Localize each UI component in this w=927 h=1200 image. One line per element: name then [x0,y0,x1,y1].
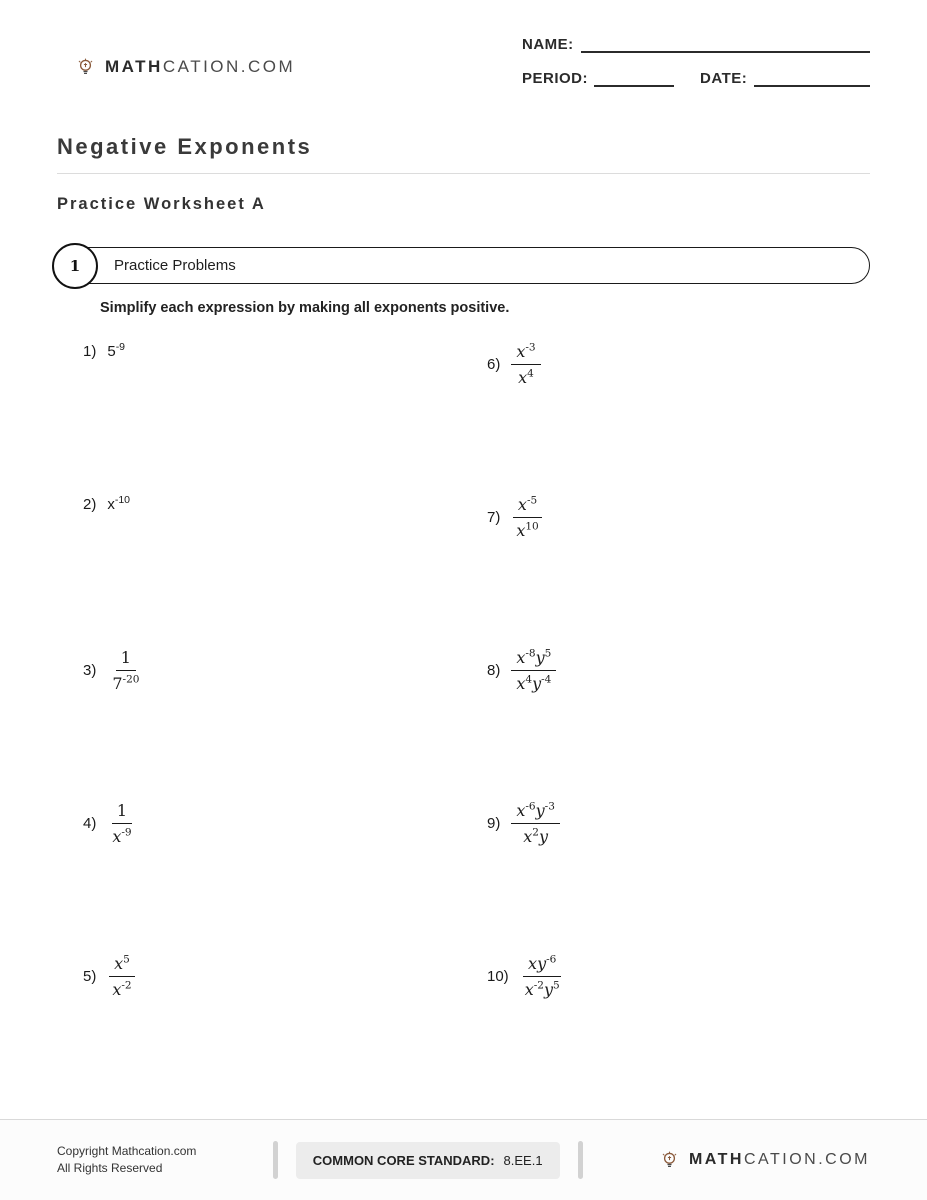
fraction [107,648,144,693]
math-exponent: -9 [121,826,132,839]
logo-text [105,57,295,77]
math-exponent: -2 [533,979,544,992]
fraction [511,648,556,693]
math-base: x [114,954,124,973]
problem-number: 1) [83,342,97,360]
math-base: x [524,980,534,999]
math-exponent: 5 [553,979,560,992]
problem-number: 10) [487,968,509,985]
expression [520,954,565,999]
math-exponent: -3 [544,800,555,813]
expression [107,801,136,846]
math-base: x [112,827,122,846]
expression [511,342,540,387]
copyright-line1: Copyright Mathcation.com [57,1143,197,1158]
math-exponent: -6 [546,953,557,966]
problem [83,648,487,693]
math-base: x [516,674,526,693]
math-base: x [528,954,538,973]
math-base: 1 [116,801,128,820]
worksheet-subtitle: Practice Worksheet A [57,195,266,213]
problem [487,342,891,387]
expression [107,495,130,513]
problem [83,495,487,513]
math-base: x [516,648,526,667]
math-base: 1 [120,648,131,667]
numerator [513,495,542,518]
problem-number: 9) [487,815,501,832]
numerator [511,342,540,365]
math-base: 5 [107,343,116,360]
fraction [511,495,543,540]
math-base: x [516,342,526,361]
footer-divider-right [578,1141,583,1179]
denominator [513,365,539,387]
fraction [511,342,540,387]
expression [511,648,556,693]
problem-number: 8) [487,662,501,679]
logo-text [689,1151,870,1169]
expression [107,648,144,693]
denominator [107,671,144,693]
fraction [511,801,560,846]
header [0,0,927,104]
section-number-badge: 1 [52,243,98,289]
math-base: y [535,801,545,820]
problem-number: 3) [83,662,97,679]
numerator [109,954,135,977]
common-core-standard [296,1142,560,1179]
logo-text-rest: CATION.COM [743,1151,870,1168]
copyright [57,1143,196,1178]
denominator [107,977,136,999]
problem [83,801,487,846]
denominator [520,977,565,999]
student-fields [522,30,870,104]
lightbulb-icon [75,57,96,78]
math-base: y [538,827,548,846]
math-base: x [516,521,526,540]
name-label: NAME: [522,36,574,53]
math-base: x [516,801,526,820]
problem [83,342,487,360]
problem-number: 6) [487,356,501,373]
expression [511,801,560,846]
lightbulb-icon [659,1150,680,1171]
problem-number: 4) [83,815,97,832]
date-line [754,71,870,87]
denominator [511,518,543,540]
math-exponent: 2 [532,826,539,839]
footer-mathcation-logo [659,1150,870,1171]
name-row [522,36,870,53]
math-exponent: -8 [525,647,536,660]
fraction [107,954,136,999]
denominator [511,671,556,693]
math-base: y [535,648,545,667]
math-base: x [517,495,527,514]
expression [107,342,125,360]
math-exponent: -6 [525,800,536,813]
standard-label: COMMON CORE STANDARD: [312,1152,495,1168]
mathcation-logo [75,30,295,104]
math-exponent: 5 [123,953,130,966]
problem [487,495,891,540]
problem [83,954,487,999]
logo-text-rest: CATION.COM [162,57,296,76]
math-exponent: -5 [526,494,538,507]
math-base: y [532,674,542,693]
fraction [107,801,136,846]
copyright-line2: All Rights Reserved [57,1161,163,1175]
expression [511,495,543,540]
fraction [520,954,565,999]
problem-number: 5) [83,968,97,985]
title-divider [57,173,870,174]
denominator [107,824,136,846]
math-exponent: -9 [115,341,126,353]
problem [487,954,891,999]
page-title: Negative Exponents [57,134,313,159]
numerator [112,801,132,824]
problem-number: 2) [83,495,97,513]
section-title: Practice Problems [114,257,236,274]
math-exponent: -3 [525,341,536,354]
problems-grid [83,342,927,1107]
logo-text-bold: MATH [105,57,163,76]
problem [487,801,891,846]
numerator [116,648,136,671]
math-exponent: -2 [121,979,132,992]
math-base: y [543,980,553,999]
denominator [518,824,553,846]
math-exponent: 4 [527,367,534,380]
math-base: 7 [112,674,123,693]
period-label: PERIOD: [522,70,589,87]
math-base: x [107,496,115,513]
logo-text-bold: MATH [688,1151,744,1168]
date-label: DATE: [700,70,748,87]
math-base: x [112,980,122,999]
expression [107,954,136,999]
footer-divider-left [273,1141,278,1179]
math-exponent: 4 [525,673,533,686]
numerator [523,954,561,977]
math-exponent: -4 [541,673,552,686]
math-exponent: -10 [114,494,131,506]
math-base: y [537,954,547,973]
math-exponent: -20 [122,673,140,686]
numerator [511,648,556,671]
problem-number: 7) [487,509,501,526]
math-base: x [523,827,533,846]
period-line [594,71,674,87]
period-date-row [522,70,870,87]
name-line [581,37,870,53]
math-exponent: 10 [525,520,539,533]
problem [487,648,891,693]
instructions-text: Simplify each expression by making all exponents positive. [100,300,510,316]
section-header [57,247,870,284]
math-base: x [518,368,528,387]
numerator [511,801,560,824]
math-exponent: 5 [544,647,552,660]
standard-value: 8.EE.1 [503,1152,543,1168]
footer [0,1119,927,1200]
